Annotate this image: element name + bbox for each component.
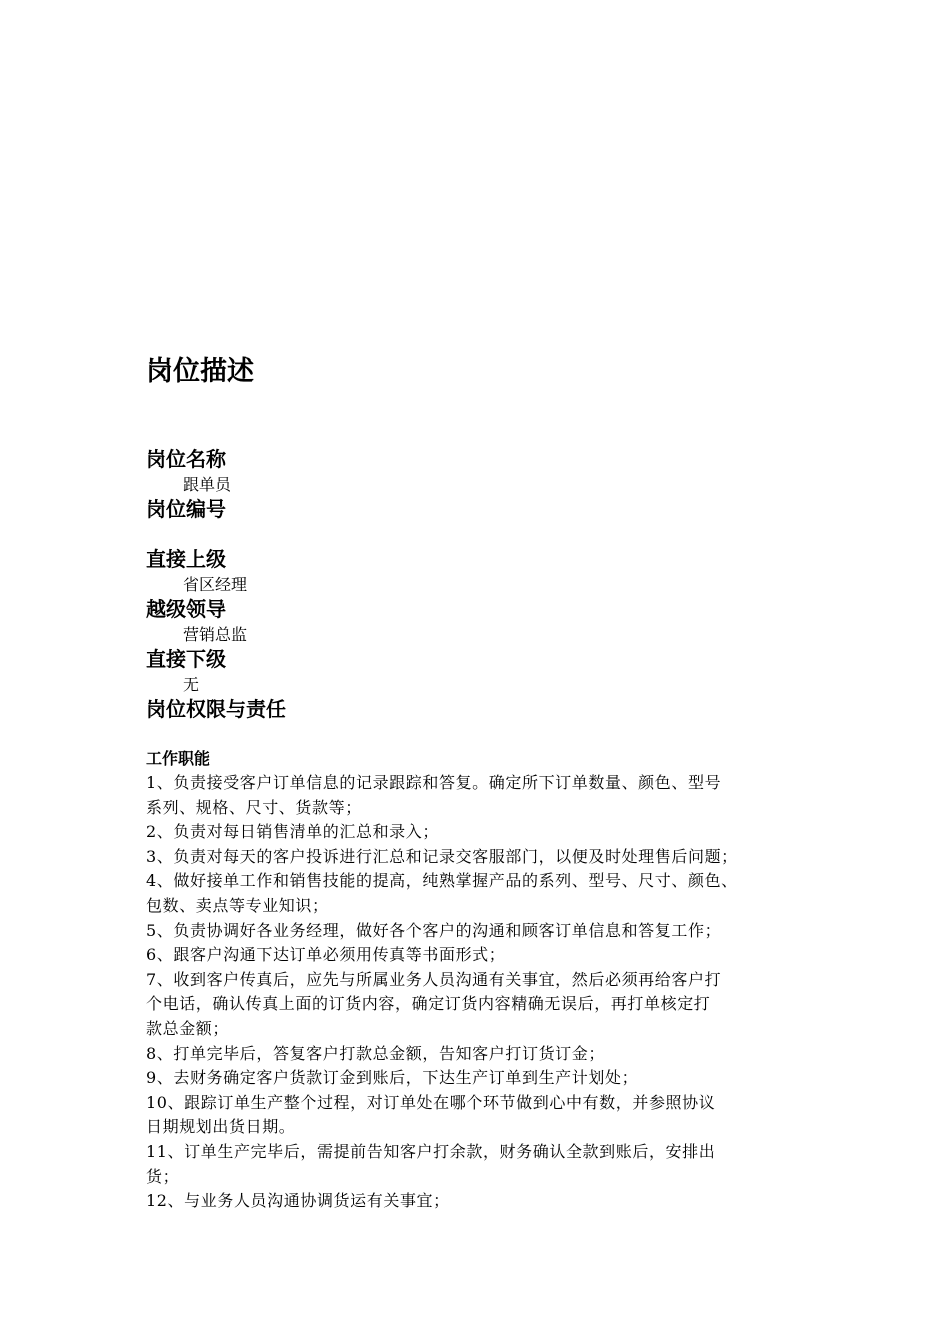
section-subtitle-job-functions: 工作职能	[146, 749, 211, 768]
field-label-skip-level-leader: 越级领导	[146, 597, 226, 621]
duty-text-line: 日期规划出货日期。	[146, 1117, 296, 1137]
field-value-direct-superior: 省区经理	[183, 575, 248, 594]
duty-text-line: 4、做好接单工作和销售技能的提高，纯熟掌握产品的系列、型号、尺寸、颜色、	[146, 871, 738, 891]
duty-text-line: 6、跟客户沟通下达订单必须用传真等书面形式；	[146, 945, 506, 965]
duty-text-line: 1、负责接受客户订单信息的记录跟踪和答复。确定所下订单数量、颜色、型号	[146, 773, 722, 792]
duty-text-line: 8、打单完毕后，答复客户打款总金额，告知客户打订货订金；	[146, 1043, 605, 1063]
duty-text-line: 系列、规格、尺寸、货款等；	[146, 797, 362, 817]
duty-text-line: 5、负责协调好各业务经理，做好各个客户的沟通和顾客订单信息和答复工作；	[146, 920, 722, 940]
field-label-position-number: 岗位编号	[146, 497, 226, 521]
duty-item	[146, 968, 826, 1042]
duty-item	[146, 1189, 826, 1214]
job-info-fields	[146, 447, 826, 722]
duty-item	[146, 919, 826, 944]
duty-item	[146, 771, 826, 820]
duty-text-line: 7、收到客户传真后，应先与所属业务人员沟通有关事宜，然后必须再给客户打	[146, 969, 722, 989]
duty-item	[146, 1066, 826, 1091]
duty-text-line: 11、订单生产完毕后，需提前告知客户打余款，财务确认全款到账后，安排出	[146, 1141, 716, 1161]
duty-text-line: 个电话，确认传真上面的订货内容，确定订货内容精确无误后，再打单核定打	[146, 994, 711, 1014]
duty-text-line: 12、与业务人员沟通协调货运有关事宜；	[146, 1191, 450, 1211]
duty-text-line: 10、跟踪订单生产整个过程，对订单处在哪个环节做到心中有数，并参照协议	[146, 1092, 716, 1112]
duty-text-line: 9、去财务确定客户货款订金到账后，下达生产订单到生产计划处；	[146, 1068, 639, 1088]
field-value-position-number	[146, 522, 826, 547]
duty-text-line: 2、负责对每日销售清单的汇总和录入；	[146, 822, 439, 842]
duty-item	[146, 869, 826, 918]
field-value-direct-subordinate: 无	[183, 675, 200, 694]
duty-text-line: 款总金额；	[146, 1018, 230, 1038]
duty-item	[146, 1091, 826, 1140]
field-label-direct-subordinate: 直接下级	[146, 647, 226, 671]
page-title: 岗位描述	[146, 356, 254, 387]
duty-item	[146, 943, 826, 968]
field-value-position-name: 跟单员	[183, 475, 232, 494]
duty-item	[146, 845, 826, 870]
duty-item	[146, 820, 826, 845]
duties-list	[146, 771, 826, 1214]
duty-item	[146, 1042, 826, 1067]
duty-text-line: 货；	[146, 1166, 180, 1186]
field-label-position-name: 岗位名称	[146, 447, 226, 471]
duty-text-line: 包数、卖点等专业知识；	[146, 895, 329, 915]
field-value-skip-level-leader: 营销总监	[183, 625, 248, 644]
duty-text-line: 3、负责对每天的客户投诉进行汇总和记录交客服部门，以便及时处理售后问题；	[146, 846, 738, 866]
field-label-authority-responsibility: 岗位权限与责任	[146, 697, 286, 721]
duty-item	[146, 1140, 826, 1189]
field-label-direct-superior: 直接上级	[146, 547, 226, 571]
